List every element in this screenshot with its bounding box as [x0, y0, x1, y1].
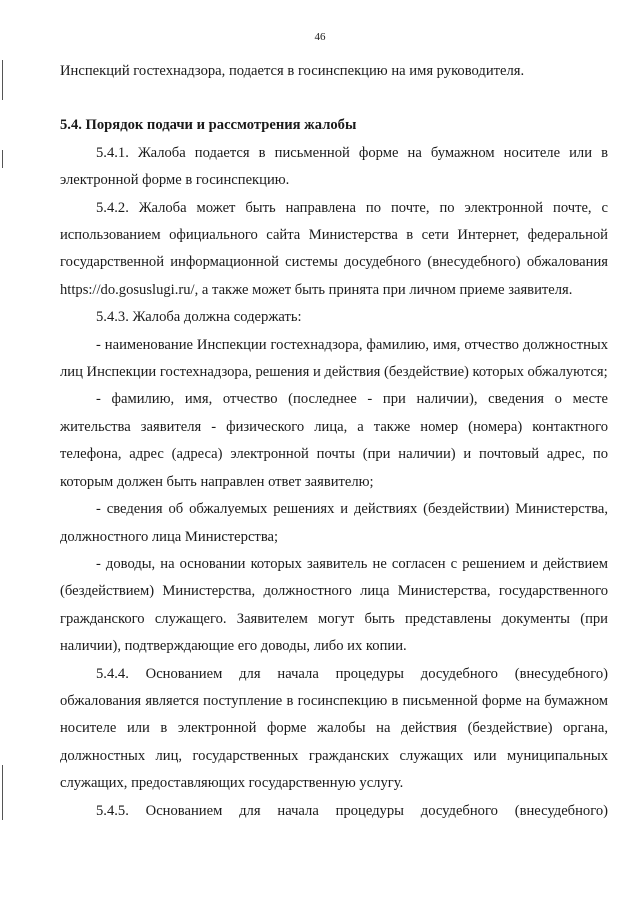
- paragraph-5-4-3: 5.4.3. Жалоба должна содержать:: [96, 309, 302, 326]
- paragraph-5-4-2: 5.4.2. Жалоба может быть направлена по почте, по электронной почте, с использованием официального сайта Министерства в сети Интернет, федеральной государственной информационной системы досудебного (внесудебного) обжалования https://do.gosuslugi.ru/, а также может быть принята при личном приеме заявителя.: [60, 199, 608, 298]
- list-item-arguments: - доводы, на основании которых заявитель не согласен с решением и действием (бездействием) Министерства, должностного лица Министерства, государственного гражданского служащего. Заявителем могут быть представлены документы (при наличии), подтверждающие его доводы, либо их копии.: [60, 555, 608, 655]
- list-item-applicant-details: - фамилию, имя, отчество (последнее - при наличии), сведения о месте жительства заявителя - физического лица, а также номер (номера) контактного телефона, адрес (адреса) электронной почты (при наличии) и почтовый адрес, по которым должен быть направлен ответ заявителю;: [60, 391, 608, 490]
- intro-line: Инспекций гостехнадзора, подается в госинспекцию на имя руководителя.: [60, 63, 525, 79]
- scan-edge-mark-middle: [2, 150, 3, 168]
- section-heading: 5.4. Порядок подачи и рассмотрения жалобы: [60, 117, 357, 134]
- paragraph-5-4-4: 5.4.4. Основанием для начала процедуры досудебного (внесудебного) обжалования является поступление в госинспекцию в письменной форме на бумажном носителе или в электронной форме жалобы на действия (бездействие) органа, должностных лиц, государственных гражданских служащих или муниципальных служащих, предоставляющих государственную услугу.: [60, 665, 608, 792]
- list-item-inspection-name: - наименование Инспекции гостехнадзора, фамилию, имя, отчество должностных лиц Инспекции гостехнадзора, решения и действия (бездействие) которых обжалуются;: [60, 336, 608, 381]
- list-item-appealed-decisions: - сведения об обжалуемых решениях и действиях (бездействии) Министерства, должностного лица Министерства;: [60, 501, 608, 545]
- document-body: [60, 58, 608, 825]
- paragraph-5-4-1: 5.4.1. Жалоба подается в письменной форме на бумажном носителе или в электронной форме в госинспекцию.: [60, 144, 608, 189]
- scan-edge-mark-top: [2, 60, 3, 100]
- page-number: 46: [314, 31, 326, 43]
- scan-edge-mark-bottom: [2, 765, 3, 820]
- paragraph-5-4-5: 5.4.5. Основанием для начала процедуры досудебного (внесудебного): [96, 802, 608, 819]
